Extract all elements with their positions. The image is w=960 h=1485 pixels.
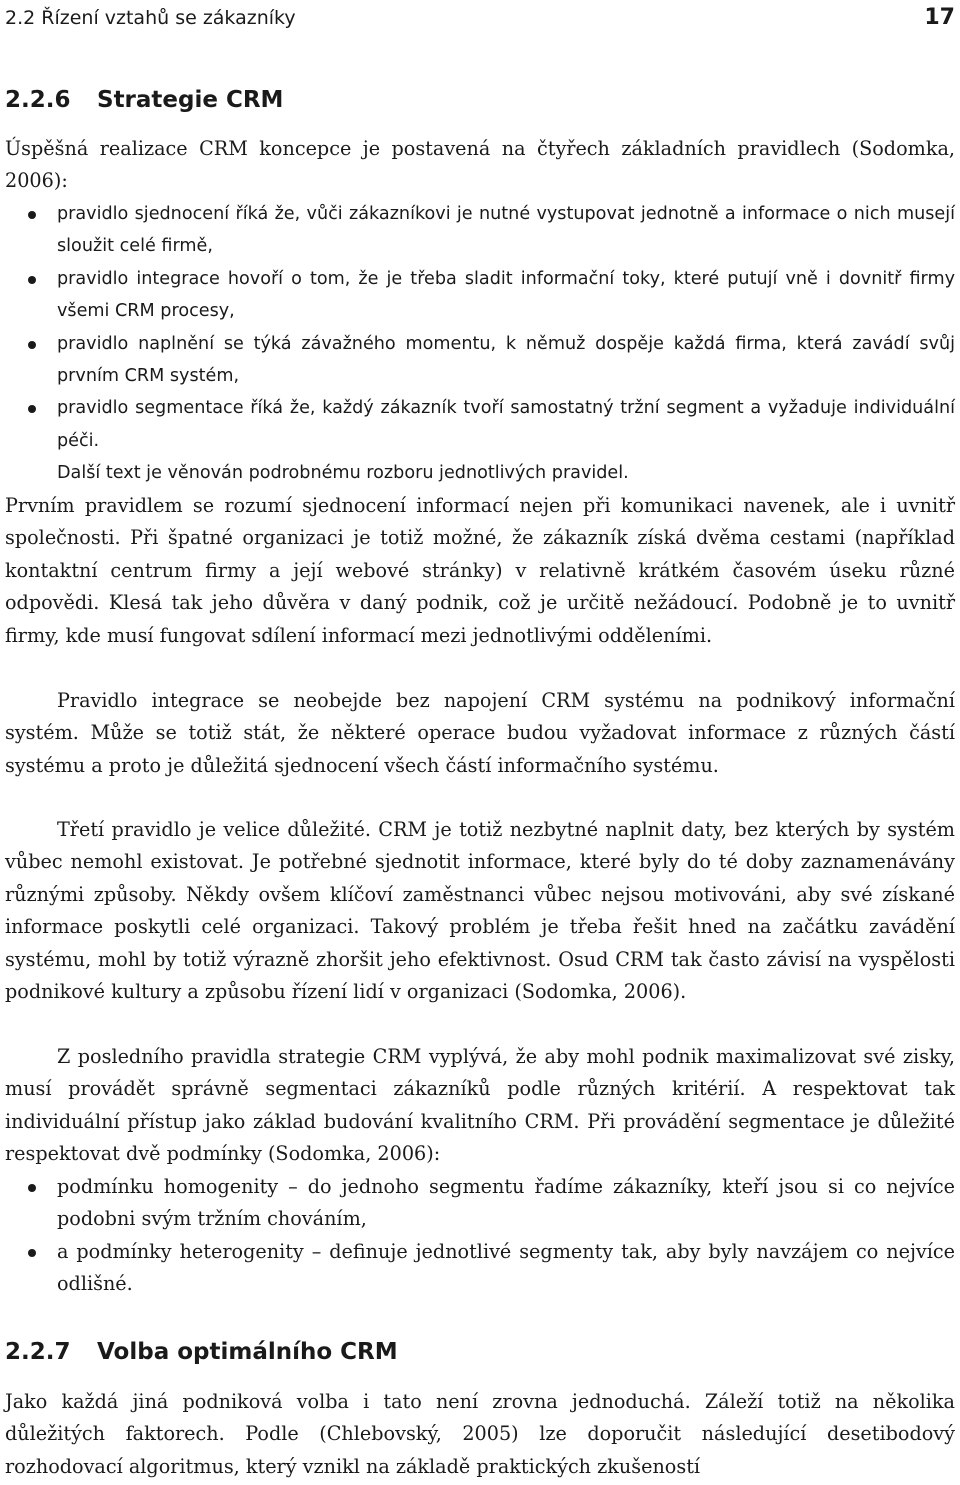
section-number: 2.2.7 xyxy=(5,1339,71,1365)
bullet-icon xyxy=(28,1249,36,1257)
running-header xyxy=(5,4,955,32)
list-item: a podmínky heterogenity – definuje jednotlivé segmenty tak, aby byly navzájem co nejvíce odlišné. xyxy=(5,1236,955,1301)
list-item: pravidlo segmentace říká že, každý zákazník tvoří samostatný tržní segment a vyžaduje individuální péči. xyxy=(5,392,955,457)
running-header-section: 2.2 Řízení vztahů se zákazníky xyxy=(5,7,296,29)
paragraph-2-text: Pravidlo integrace se neobejde bez napojení CRM systému na podnikový informační systém. Může se totiž stát, že některé operace budou vyžadovat informace z různých částí systému a proto je důležitá sjednocení všech částí informačního systému. xyxy=(5,689,955,777)
section-heading-2-2-6 xyxy=(5,84,955,116)
rules-list-block xyxy=(5,198,955,490)
paragraph-5-text: Jako každá jiná podniková volba i tato není zrovna jednoduchá. Záleží totiž na několika důležitých faktorech. Podle (Chlebovský, 2005) lze doporučit následující desetibodový rozhodovací algoritmus, který vznikl na základě praktických zkušeností xyxy=(5,1390,955,1478)
intro-text: Úspěšná realizace CRM koncepce je postavená na čtyřech základních pravidlech (Sodomka, 2006): xyxy=(5,137,955,193)
section-heading-2-2-7 xyxy=(5,1336,955,1368)
paragraph-4 xyxy=(5,1041,955,1171)
section-title: Strategie CRM xyxy=(97,87,284,113)
paragraph-1 xyxy=(5,490,955,652)
list-item: pravidlo naplnění se týká závažného momentu, k němuž dospěje každá firma, která zavádí svůj prvním CRM systém, xyxy=(5,328,955,393)
conditions-list xyxy=(5,1171,955,1301)
paragraph-4-text: Z posledního pravidla strategie CRM vyplývá, že aby mohl podnik maximalizovat své zisky, musí provádět správně segmentaci zákazníků podle různých kritérií. A respektovat tak individuální přístup jako základ budování kvalitního CRM. Při provádění segmentace je důležité respektovat dvě podmínky (Sodomka, 2006): xyxy=(5,1045,955,1166)
bullet-icon xyxy=(28,211,36,219)
paragraph-2 xyxy=(5,685,955,782)
rules-followup: Další text je věnován podrobnému rozboru jednotlivých pravidel. xyxy=(57,463,629,484)
section-title: Volba optimálního CRM xyxy=(97,1339,398,1365)
section-number: 2.2.6 xyxy=(5,87,71,113)
paragraph-3-text: Třetí pravidlo je velice důležité. CRM je totiž nezbytné naplnit daty, bez kterých by systém vůbec nemohl existovat. Je potřebné sjednotit informace, které byly do té doby zaznamenávány různými způsoby. Někdy ovšem klíčoví zaměstnanci vůbec nejsou motivováni, aby své získané informace poskytli celé organizaci. Takový problém je třeba řešit hned na začátku zavádění systému, mohl by totiž výrazně zhoršit jeho efektivnost. Osud CRM tak často závisí na vyspělosti podnikové kultury a způsobu řízení lidí v organizaci (Sodomka, 2006). xyxy=(5,818,955,1004)
list-item: pravidlo sjednocení říká že, vůči zákazníkovi je nutné vystupovat jednotně a informace o nich musejí sloužit celé firmě, xyxy=(5,198,955,263)
bullet-icon xyxy=(28,1184,36,1192)
intro-paragraph xyxy=(5,133,955,198)
list-item: podmínku homogenity – do jednoho segmentu řadíme zákazníky, kteří jsou si co nejvíce podobni svým tržním chováním, xyxy=(5,1171,955,1236)
list-item: pravidlo integrace hovoří o tom, že je třeba sladit informační toky, které putují vně i dovnitř firmy všemi CRM procesy, xyxy=(5,263,955,328)
bullet-icon xyxy=(28,405,36,413)
paragraph-5 xyxy=(5,1386,955,1483)
rules-list xyxy=(5,198,955,457)
bullet-icon xyxy=(28,276,36,284)
page-number: 17 xyxy=(924,5,955,30)
paragraph-1-text: Prvním pravidlem se rozumí sjednocení informací nejen při komunikaci navenek, ale i uvnitř společnosti. Při špatné organizaci je totiž možné, že zákazník získá dvěma cestami (například kontaktní centrum firmy a její webové stránky) v relativně krátkém časovém úseku různé odpovědi. Klesá tak jeho důvěra v daný podnik, což je určitě nežádoucí. Podobně je to uvnitř firmy, kde musí fungovat sdílení informací mezi jednotlivými odděleními. xyxy=(5,494,955,647)
bullet-icon xyxy=(28,341,36,349)
conditions-list-block xyxy=(5,1171,955,1301)
paragraph-3 xyxy=(5,814,955,1008)
